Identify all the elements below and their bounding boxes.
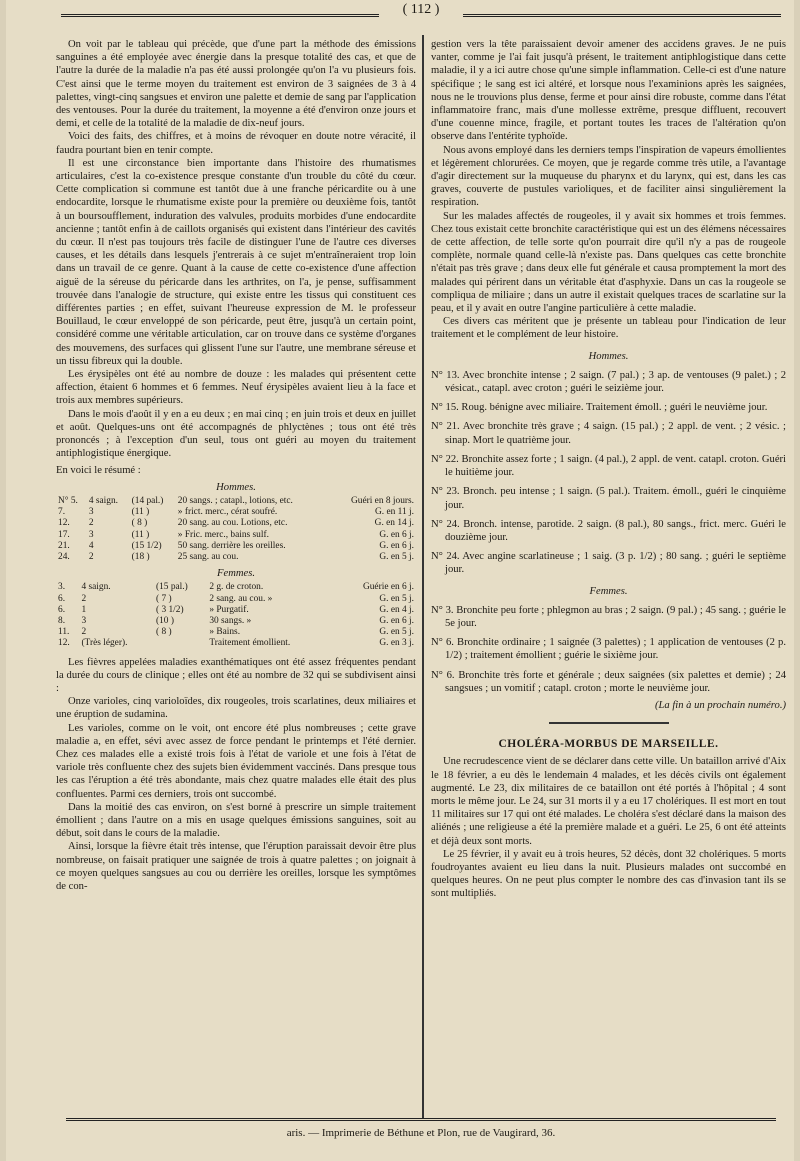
case-cell: 21. — [58, 540, 70, 551]
case-cell: (18 ) — [131, 551, 150, 562]
femmes-heading: Femmes. — [217, 568, 255, 580]
paragraph: Sur les malades affectés de rougeoles, il y avait six hommes et trois femmes. Chez tous existait cette bronchite caractéristique qui est un des élémens nécessaires de cette affection, de telle sorte qu'on pourrait dire qu'il n'y a pas de rougeole complète, normale quand celle-là n'existe pas. Dans quelques cas cette bronchite n'était pas très grave ; dans deux elle fut générale et causa promptement la mort des malades qui périrent dans un véritable état d'asphyxie. Dans un cas la rougeole se compliqua de miliaire ; dans un autre il existait quelques traces de scarlatine sur la peau, et il y avait en outre l'angine particulière à cette maladie. — [431, 210, 786, 315]
case-cell: 20 sangs. ; catapl., lotions, etc. — [177, 495, 293, 506]
case-cell: G. en 5 j. — [379, 551, 414, 562]
paragraph: Une recrudescence vient de se déclarer dans cette ville. Un bataillon arrivé d'Aix le 18 février, a eu dès le lendemain 4 malades, et les décès civils ont également augmenté. Le 23, dix militaires de ce bataillon ont été portés à l'hôpital ; 4 sont morts le même jour. Le 24, sur 31 morts il y a eu 17 cholériques. Il est mort en tout 11 militaires sur 17 qui ont été malades. Le choléra s'est déclaré dans la maison des aliénés ; une religieuse a été la première malade et a guéri. Le 25, 6 ont été atteints et déjà deux sont morts. — [431, 756, 786, 847]
case-cell: 4 saign. — [88, 495, 119, 506]
case-cell: 3. — [58, 582, 66, 593]
case-cell: (15 1/2) — [131, 540, 162, 551]
header-rule-left — [61, 14, 379, 17]
case-cell: ( 8 ) — [131, 518, 148, 529]
resume-intro: En voici le résumé : — [56, 464, 141, 476]
paragraph: Ces divers cas méritent que je présente un tableau pour l'indication de leur traitement et le complément de leur histoire. — [431, 316, 786, 341]
case-row — [56, 518, 416, 529]
case-cell: 2 — [81, 593, 87, 604]
case-cell: 4 — [88, 540, 94, 551]
case-cell: » Fric. merc., bains sulf. — [177, 529, 269, 540]
case-cell: 20 sang. au cou. Lotions, etc. — [177, 518, 288, 529]
page-number: ( 112 ) — [402, 2, 440, 17]
case-cell: 6. — [58, 593, 66, 604]
case-cell: (14 pal.) — [131, 495, 164, 506]
case-cell: 2 — [88, 518, 94, 529]
case-cell: G. en 5 j. — [379, 593, 414, 604]
case-cell: 3 — [88, 529, 94, 540]
case-entry: N° 3. Bronchite peu forte ; phlegmon au bras ; 2 saign. (9 pal.) ; 45 sang. ; guérie le 5e jour. — [431, 604, 786, 629]
paragraph: Le 25 février, il y avait eu à trois heures, 52 décès, dont 32 cholériques. 5 morts foudroyantes avaient eu lieu dans la nuit. Plusieurs malades ont succombé en quelques heures. On ne peut plus compter le nombre des cas d'invasion tant ils se sont multipliés. — [431, 848, 786, 900]
case-cell: (15 pal.) — [155, 582, 188, 593]
printer-imprint: aris. — Imprimerie de Béthune et Plon, rue de Vaugirard, 36. — [286, 1127, 556, 1139]
paragraph: On voit par le tableau qui précède, que d'une part la méthode des émissions sanguines a été employée avec énergie dans la presque totalité des cas, et que de l'autre la durée de la maladie n'a pas été aussi prolongée qu'on l'a vu plusieurs fois. C'est ainsi que le terme moyen du traitement est environ de 3 saignées de 3 à 4 palettes, vingt-cinq sangsues et environ une palette et demie de sang par l'application des ventouses. Pour la durée du traitement, la moyenne a été d'environ onze jours et demi, et celle de la totalité de la maladie de dix-neuf jours. — [56, 39, 416, 130]
paragraph: Les varioles, comme on le voit, ont encore été plus nombreuses ; cette grave maladie a, en effet, sévi avec assez de force pendant le printemps et l'été dernier. Chez ces malades elle a existé trois fois à l'état de variole et une fois à l'état de variole très confluente chez des sujets bien évidemment vaccinés. Dans presque tous les cas l'éruption a été très abondante, mais chez quatre malades elle était des plus confluentes. Parmi ces derniers, trois ont succombé. — [56, 722, 416, 800]
case-cell: 1 — [81, 604, 87, 615]
case-row — [56, 627, 416, 638]
case-cell: G. en 5 j. — [379, 627, 414, 638]
case-cell: 12. — [58, 638, 70, 649]
case-cell: 11. — [58, 627, 70, 638]
case-row — [56, 594, 416, 605]
case-entry: N° 13. Avec bronchite intense ; 2 saign. (7 pal.) ; 3 ap. de ventouses (9 palet.) ; 2 vésicat., catapl. avec croton ; guéri le seizième jour. — [431, 369, 786, 395]
footer-rule — [66, 1118, 776, 1121]
case-cell: » Purgatif. — [209, 604, 249, 615]
paragraph: Nous avons employé dans les derniers temps l'inspiration de vapeurs émollientes et légèrement chlorurées. Ce moyen, que je regarde comme très utile, a l'avantage d'agir directement sur la muqueuse du pharynx et du larynx, qui est, dans les cas graves, couverte de pustules varioliques, et de faciliter ainsi singulièrement la respiration. — [431, 144, 786, 209]
case-cell: 6. — [58, 604, 66, 615]
case-entry: N° 21. Avec bronchite très grave ; 4 saign. (15 pal.) ; 2 appl. de vent. ; 2 vésic. ; sinap. Mort le quatrième jour. — [431, 421, 786, 446]
hommes-heading: Hommes. — [216, 481, 256, 493]
case-row — [56, 638, 416, 649]
case-cell — [154, 638, 207, 649]
section-title: CHOLÉRA-MORBUS DE MARSEILLE. — [498, 738, 719, 751]
case-cell: » frict. merc., cérat soufré. — [177, 507, 278, 518]
case-cell: G. en 6 j. — [379, 540, 414, 551]
case-cell: ( 7 ) — [155, 593, 172, 604]
header-rule-right — [463, 14, 781, 17]
paragraph: gestion vers la tête paraissaient devoir amener des accidens graves. Je ne puis vanter, comme je l'ai fait jusqu'à présent, le traitement antiphlogistique dans cette maladie, il y a ici autre chose qu'une simple inflammation. Celle-ci est d'une nature spécifique ; le sang est ici altéré, et lorsque nous l'examinions après les saignées, nous ne le trouvions plus dense, ferme et pour ainsi dire robuste, comme dans l'état inflammatoire franc, mais d'une mollesse extrême, presque diffluent, recouvert d'une couenne mince, fragile, et portant toutes les traces de l'altération qu'on observe dans l'entérite typhoïde. — [431, 39, 786, 143]
case-row — [56, 496, 416, 507]
case-row — [56, 507, 416, 518]
paragraph: Dans la moitié des cas environ, on s'est borné à prescrire un simple traitement émollient ; dans l'autre on a mis en usage quelques émissions sanguines, soit au début, soit dans le cours de la maladie. — [56, 801, 416, 840]
case-entry: N° 6. Bronchite très forte et générale ; deux saignées (six palettes et demie) ; 24 sangsues ; un vomitif ; catapl. croton ; morte le neuvième jour. — [431, 669, 786, 694]
case-cell: G. en 6 j. — [379, 615, 414, 626]
case-cell: 25 sang. au cou. — [177, 551, 239, 562]
paragraph: Ainsi, lorsque la fièvre était très intense, que l'éruption paraissait devoir être plus nombreuse, on faisait pratiquer une saignée de trois à quatre palettes ; on joignait à ce moyen quelques sangsues au cou ou derrière les oreilles, lorsque les symptômes de con- — [56, 841, 416, 892]
rougeole-femmes-heading: Femmes. — [589, 585, 628, 597]
case-cell: Traitement émollient. — [209, 638, 291, 649]
case-cell: 7. — [58, 507, 66, 518]
case-cell: 2 — [88, 551, 94, 562]
case-cell: 8. — [58, 615, 66, 626]
case-cell: 2 — [81, 627, 87, 638]
erysipeles-hommes-table — [56, 496, 416, 563]
case-cell: ( 3 1/2) — [155, 604, 184, 615]
page-footer — [66, 1118, 776, 1158]
continuation-note: (La fin à un prochain numéro.) — [654, 699, 786, 711]
case-cell: 3 — [88, 507, 94, 518]
case-cell: (Très léger). — [81, 638, 128, 649]
case-cell: 30 sangs. » — [209, 615, 252, 626]
case-cell: (11 ) — [131, 507, 150, 518]
case-cell: 2 sang. au cou. » — [209, 593, 273, 604]
right-column — [431, 38, 786, 901]
case-cell: 12. — [58, 518, 70, 529]
case-row — [56, 552, 416, 563]
case-cell: 4 saign. — [81, 582, 111, 593]
case-entry: N° 24. Bronch. intense, parotide. 2 saign. (8 pal.), 80 sangs., frict. merc. Guéri le douzième jour. — [431, 518, 786, 543]
case-cell: Guéri en 8 jours. — [350, 495, 414, 506]
case-entry: N° 22. Bronchite assez forte ; 1 saign. (4 pal.), 2 appl. de vent. catapl. croton. Guéri le huitième jour. — [431, 453, 786, 479]
case-entry: N° 15. Roug. bénigne avec miliaire. Traitement émoll. ; guéri le neuvième jour. — [431, 402, 768, 414]
column-divider — [422, 35, 424, 1118]
case-row — [56, 541, 416, 552]
case-cell: ( 8 ) — [155, 627, 172, 638]
case-cell: Guérie en 6 j. — [362, 582, 414, 593]
paragraph: Les érysipèles ont été au nombre de douze : les malades qui présentent cette affection, étaient 6 hommes et 6 femmes. Neuf érysipèles avaient lieu à la face et trois aux membres supérieurs. — [56, 369, 416, 407]
case-cell: 2 g. de croton. — [209, 582, 264, 593]
case-cell: G. en 6 j. — [379, 529, 414, 540]
case-cell: G. en 3 j. — [379, 638, 414, 649]
case-row — [56, 616, 416, 627]
case-entry: N° 6. Bronchite ordinaire ; 1 saignée (3 palettes) ; 1 application de ventouses (2 p. 1/2) ; traitement émollient ; guérie le sixième jour. — [431, 637, 786, 662]
case-cell: (10 ) — [155, 615, 174, 626]
section-rule — [549, 722, 669, 724]
rougeole-hommes-heading: Hommes. — [588, 350, 629, 362]
case-cell: N° 5. — [58, 495, 78, 506]
case-cell: 3 — [81, 615, 87, 626]
newspaper-page — [6, 0, 794, 1161]
case-entry: N° 24. Avec angine scarlatineuse ; 1 saig. (3 p. 1/2) ; 80 sang. ; guéri le septième jour. — [431, 551, 786, 576]
case-cell: G. en 11 j. — [375, 507, 414, 518]
case-entry: N° 23. Bronch. peu intense ; 1 saign. (5 pal.). Traitem. émoll., guéri le cinquième jour. — [431, 486, 786, 511]
left-column — [56, 38, 416, 893]
page-header — [61, 0, 781, 30]
case-cell: 17. — [58, 529, 70, 540]
case-cell: G. en 4 j. — [379, 604, 414, 615]
case-row — [56, 605, 416, 616]
case-cell: G. en 14 j. — [374, 518, 414, 529]
paragraph: Onze varioles, cinq varioloïdes, dix rougeoles, trois scarlatines, deux miliaires et une éruption de sudamina. — [56, 696, 416, 721]
case-cell: (11 ) — [131, 529, 150, 540]
paragraph: Les fièvres appelées maladies exanthématiques ont été assez fréquentes pendant la durée du cours de clinique ; elles ont été au nombre de 32 qui se subdivisent ainsi : — [56, 656, 416, 694]
erysipeles-femmes-table — [56, 582, 416, 649]
case-row — [56, 582, 416, 593]
paragraph: Il est une circonstance bien importante dans l'histoire des rhumatismes articulaires, c'est la co-existence presque constante d'un trouble du côté du cœur. Cette complication si commune est tantôt due à une franche péricardite ou à une endocardite, lorsque le rhumatisme existe pour la première ou deuxième fois, tantôt à un boursoufflement, induration des valvules, produits morbides d'une endocardite ancienne ; tantôt enfin à de caillots organisés qui existent dans l'intérieur des cavités du cœur. Il n'est pas toujours très facile de distinguer l'une de l'autre ces diverses causes, et les détails dans lesquels j'entrerais à ce sujet m'entraîneraient trop loin dans un travail de ce genre. Quant à la cause de cette co-existence d'une affection aiguë de la séreuse du péricarde dans les arthrites, on l'a, je pense, suffisamment trouvée dans l'analogie de structure, qui existe entre les tissus qui constituent ces différentes parties ; en effet, suivant l'heureuse expression de M. le professeur Bouillaud, le cœur enveloppé de son péricarde, peut être, jusqu'à un certain point, considéré comme une véritable articulation, car on trouve dans ce système d'organes des mouvemens, des surfaces qui glissent l'une sur l'autre, une membrane séreuse et un tissu fibreux qui la double. — [56, 157, 416, 367]
case-row — [56, 530, 416, 541]
case-cell: 50 sang. derrière les oreilles. — [177, 540, 286, 551]
paragraph: Dans le mois d'août il y en a eu deux ; en mai cinq ; en juin trois et deux en juillet et août. Quelques-uns ont été accompagnés de phlyctènes ; tous ont été très prononcés ; à l'exception d'un seul, tous ont guéri au moyen du traitement antiphlogistique énergique. — [56, 408, 416, 460]
paragraph: Voici des faits, des chiffres, et à moins de révoquer en doute notre véracité, il faudra pourtant bien en tenir compte. — [56, 131, 416, 156]
case-cell: » Bains. — [209, 627, 241, 638]
case-cell: 24. — [58, 551, 70, 562]
